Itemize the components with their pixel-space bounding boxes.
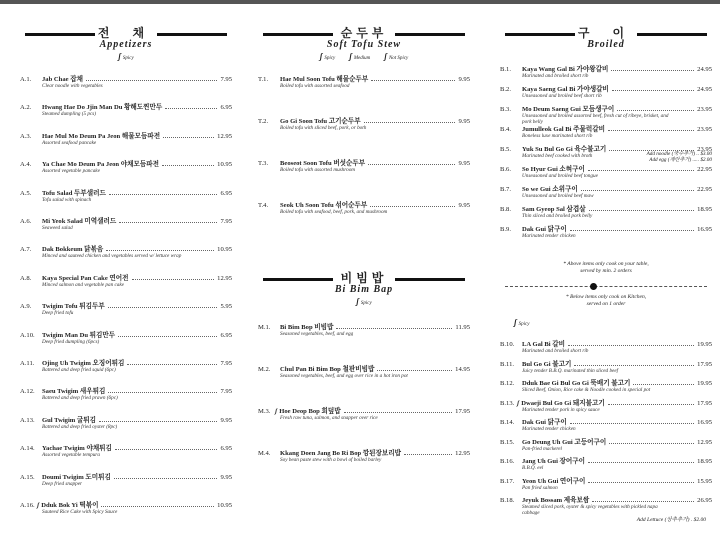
item-price: 16.95 xyxy=(697,419,712,426)
item-price: 22.95 xyxy=(697,186,712,193)
menu-item xyxy=(500,203,712,219)
leader-dots xyxy=(570,227,694,231)
leader-dots xyxy=(109,191,218,195)
item-description: Seasoned vegetables, beef, and egg over rice in a hot iron pot xyxy=(280,373,408,379)
leader-dots xyxy=(404,451,452,455)
leader-dots xyxy=(608,401,694,405)
item-name: Hwang Hae Do Jjin Man Du 황해도찐만두 xyxy=(42,104,163,112)
item-number: B.15. xyxy=(500,438,515,446)
item-description: Boneless luxe marinated short rib xyxy=(522,133,593,139)
item-price: 12.95 xyxy=(217,132,232,140)
item-price: 19.95 xyxy=(697,341,712,348)
item-price: 9.95 xyxy=(220,416,232,424)
item-number: B.11. xyxy=(500,360,515,368)
leader-dots xyxy=(115,446,218,450)
item-number: B.13. xyxy=(500,399,515,407)
item-name: Dduk Bae Gi Bul Go Gi 뚝배기 불고기 xyxy=(522,380,631,387)
leader-dots xyxy=(611,67,694,71)
item-number: B.7. xyxy=(500,186,511,193)
item-description: Boiled tofu with sliced beef, pork, or both xyxy=(280,125,367,131)
item-description: Minced and sauteed chicken and vegetables served w/ lettuce wrap xyxy=(42,253,182,260)
leader-dots xyxy=(589,207,695,211)
leader-dots xyxy=(570,420,694,424)
section-title: Broiled xyxy=(587,39,625,50)
item-price: 12.95 xyxy=(697,438,712,446)
item-number: T.1. xyxy=(258,76,269,83)
item-description: Marinated tender chicken xyxy=(522,233,576,239)
item-name: Dwaeji Bul Go Gi 돼지불고기 xyxy=(521,399,605,407)
item-price: 23.95 xyxy=(697,106,712,113)
chili-icon: ʃ xyxy=(514,318,517,327)
item-name: Go Deung Uh Gui 고등어구이 xyxy=(522,438,607,446)
item-number: M.1. xyxy=(258,324,271,331)
item-number: B.9. xyxy=(500,226,511,233)
item-price: 17.95 xyxy=(697,399,712,407)
chili-icon: ʃ xyxy=(349,52,352,61)
menu-item xyxy=(500,377,712,393)
section-title-korean: 비빔밥 xyxy=(340,271,388,285)
item-description: Unseasoned and broiled beef maw xyxy=(522,193,594,199)
item-number: B.5. xyxy=(500,146,511,153)
item-number: M.3. xyxy=(258,408,271,415)
item-name: Seok Uh Soon Tofu 섞어순두부 xyxy=(280,202,368,209)
item-number: A.11. xyxy=(20,360,35,367)
menu-item xyxy=(500,163,712,179)
add-on: Add egg (계란추가) ..... $2.00 xyxy=(649,157,712,163)
menu-item xyxy=(20,73,232,89)
item-name: Dduk Bok Yi 떡볶이 xyxy=(41,502,99,509)
item-number: A.1. xyxy=(20,76,32,83)
menu-item xyxy=(500,494,712,516)
leader-dots xyxy=(588,479,694,483)
leader-dots xyxy=(162,162,214,166)
item-number: B.16. xyxy=(500,458,515,465)
chili-icon: ʃ xyxy=(356,297,359,306)
item-number: B.4. xyxy=(500,126,511,133)
menu-item xyxy=(20,272,232,288)
item-description: Steamed dumpling (5 pcs) xyxy=(42,111,97,118)
item-number: B.3. xyxy=(500,106,511,113)
leader-dots xyxy=(581,187,694,191)
section-title-korean: 구 이 xyxy=(577,26,635,40)
menu-item xyxy=(500,103,712,125)
item-description: Pan fried salmon xyxy=(522,484,558,491)
leader-dots xyxy=(574,362,694,366)
appetizers-header xyxy=(20,24,232,64)
item-name: Go Gi Soon Tofu 고기순두부 xyxy=(280,118,361,125)
leader-dots xyxy=(99,418,217,422)
spicy-legend: ʃ Spicy xyxy=(514,318,530,327)
menu-item xyxy=(258,363,470,379)
menu-item xyxy=(20,357,232,373)
menu-item xyxy=(20,101,232,117)
leader-dots xyxy=(364,119,456,123)
item-price: 17.95 xyxy=(455,408,470,415)
menu-item xyxy=(20,414,232,430)
item-description: Marinated tender chicken xyxy=(522,426,576,432)
item-price: 11.95 xyxy=(455,324,470,331)
menu-item xyxy=(258,199,470,215)
item-number: M.2. xyxy=(258,366,271,373)
item-price: 12.95 xyxy=(217,274,232,282)
item-price: 7.95 xyxy=(220,76,232,83)
item-number: B.12. xyxy=(500,380,515,387)
item-description: Assorted seafood pancake xyxy=(42,139,97,146)
item-description: Boiled tofu with assorted mushroom xyxy=(280,167,356,173)
item-price: 9.95 xyxy=(458,118,470,125)
item-number: B.8. xyxy=(500,206,511,213)
add-on: Add noodle (국수추가) .. $3.00 xyxy=(646,151,712,157)
tofu-header xyxy=(258,24,470,64)
item-price: 23.95 xyxy=(697,126,712,133)
item-description: Sliced Beef, Onion, Rice cake & Noodle cooked in special pot xyxy=(522,387,651,393)
item-name: Saeu Twigim 새우튀김 xyxy=(42,388,106,396)
item-name: Mi Yeok Salad 미역샐러드 xyxy=(42,218,117,225)
leader-dots xyxy=(609,440,694,444)
item-number: B.14. xyxy=(500,419,515,426)
item-name: Yeon Uh Gui 연어구이 xyxy=(522,477,586,485)
menu-item xyxy=(258,157,470,173)
item-price: 6.95 xyxy=(220,331,232,339)
item-description: Assorted vegetable pancake xyxy=(42,168,100,175)
item-name: LA Gal Bi 갈비 xyxy=(522,341,565,348)
item-number: T.3. xyxy=(258,160,269,167)
item-number: A.12. xyxy=(20,388,35,396)
item-description: Boiled tofu with assorted seafood xyxy=(280,83,350,89)
item-price: 9.95 xyxy=(458,76,470,83)
leader-dots xyxy=(132,276,215,280)
bibimbap-header xyxy=(258,269,470,309)
item-description: Thin sliced and broiled pork belly xyxy=(522,213,593,219)
item-number: B.18. xyxy=(500,497,515,504)
item-price: 6.95 xyxy=(220,104,232,112)
leader-dots xyxy=(106,247,214,251)
note-below: * Below items only cook on Kitchen, served on 1 order xyxy=(565,294,647,307)
menu-item xyxy=(20,215,232,231)
item-price: 10.95 xyxy=(217,502,232,509)
item-name: Kkang Doen Jang Bo Ri Bop 깡된장보리밥 xyxy=(280,450,402,457)
item-price: 16.95 xyxy=(697,226,712,233)
item-name: Ojing Uh Twigim 오징어튀김 xyxy=(42,360,125,367)
item-name: Hae Mul Mo Deum Pa Jeon 해물모듬파전 xyxy=(42,132,161,140)
chili-icon: ʃ xyxy=(37,502,40,509)
item-name: Yuk Su Bul Go Gi 육수불고기 xyxy=(522,146,607,153)
item-description: Battered and deep fried squid (6pc) xyxy=(42,367,116,373)
item-price: 15.95 xyxy=(697,477,712,485)
item-price: 26.95 xyxy=(697,497,712,504)
item-price: 19.95 xyxy=(697,380,712,387)
menu-item xyxy=(500,358,712,374)
item-number: M.4. xyxy=(258,450,271,457)
spicy-legend: ʃ Spicy xyxy=(118,52,134,61)
item-name: Yachae Twigim 야채튀김 xyxy=(42,445,112,453)
leader-dots xyxy=(165,105,217,109)
menu-item xyxy=(500,143,712,163)
item-name: Hae Mul Soon Tofu 해물순두부 xyxy=(280,76,369,83)
item-description: Marinated and broiled short rib xyxy=(522,348,589,354)
leader-dots xyxy=(108,389,217,393)
section-title-korean: 순두부 xyxy=(340,26,388,40)
item-description: B.B.Q. eel xyxy=(522,465,544,471)
leader-dots xyxy=(127,361,217,365)
item-description: Seaweed salad xyxy=(42,225,73,231)
item-number: A.13. xyxy=(20,416,35,424)
item-name: Beoseot Soon Tofu 버섯순두부 xyxy=(280,160,366,167)
leader-dots xyxy=(608,127,694,131)
leader-dots xyxy=(368,161,455,165)
item-name: Gul Twigim 굴튀김 xyxy=(42,416,97,424)
item-name: Doumi Twigim 도미튀김 xyxy=(42,473,111,481)
item-price: 10.95 xyxy=(217,161,232,169)
item-number: A.8. xyxy=(20,274,32,282)
section-title: Appetizers xyxy=(99,39,153,50)
leader-dots xyxy=(108,304,218,308)
leader-dots xyxy=(568,342,694,346)
item-name: Dak Gui 닭구이 xyxy=(522,419,567,426)
item-name: Ya Chae Mo Deum Pa Jeon 야채모듬파전 xyxy=(42,161,159,169)
menu-item xyxy=(20,442,232,458)
item-description: Battered and deep fried oyster (8pc) xyxy=(42,423,118,430)
leader-dots xyxy=(101,503,214,507)
item-number: A.2. xyxy=(20,104,32,112)
item-description: Unseasoned and broiled beef tongue xyxy=(522,173,598,179)
leader-dots xyxy=(377,367,452,371)
menu-item xyxy=(258,447,470,463)
menu-item xyxy=(20,130,232,146)
menu-item xyxy=(500,455,712,471)
item-name: Tofu Salad 두부샐러드 xyxy=(42,189,106,197)
chili-icon: ʃ xyxy=(384,52,387,61)
leader-dots xyxy=(86,77,218,81)
leader-dots xyxy=(119,219,217,223)
item-description: Unseasoned and broiled beef short rib xyxy=(522,93,602,99)
leader-dots xyxy=(588,459,694,463)
item-number: B.1. xyxy=(500,66,511,73)
menu-item xyxy=(500,83,712,99)
item-description: Marinated and broiled short rib xyxy=(522,73,589,79)
item-price: 17.95 xyxy=(697,360,712,368)
menu-item xyxy=(20,385,232,401)
leader-dots xyxy=(118,333,217,337)
item-name: Jeyuk Bossam 제육보쌈 xyxy=(522,497,590,504)
menu-item xyxy=(500,475,712,491)
menu-item xyxy=(500,63,712,79)
item-number: B.6. xyxy=(500,166,511,173)
item-price: 24.95 xyxy=(697,86,712,93)
chili-icon: ʃ xyxy=(118,52,121,61)
menu-item xyxy=(258,405,470,421)
item-number: B.2. xyxy=(500,86,511,93)
item-description: Minced salmon and vegetable pan cake xyxy=(42,281,124,288)
item-name: Kaya Special Pan Cake 연어전 xyxy=(42,274,129,282)
item-name: So we Gui 소위구이 xyxy=(522,186,578,193)
item-description: Tofu salad with spinach xyxy=(42,196,92,203)
item-number: A.7. xyxy=(20,246,32,254)
menu-item xyxy=(500,183,712,199)
item-name: Bi Bim Bop 비빔밥 xyxy=(280,324,334,331)
item-description: Fresh raw tuna, salmon, and snapper over rice xyxy=(280,415,378,421)
chili-icon: ʃ xyxy=(319,52,323,61)
item-price: 5.95 xyxy=(220,303,232,311)
spicy-legend: ʃ Spicy xyxy=(356,297,372,306)
item-name: Bul Go Gi 불고기 xyxy=(522,360,572,368)
item-price: 9.95 xyxy=(458,202,470,209)
item-description: Juicy tender B.B.Q. marinated thin sliced beef xyxy=(522,367,619,374)
item-number: A.9. xyxy=(20,303,32,311)
item-price: 10.95 xyxy=(217,246,232,254)
leader-dots xyxy=(336,325,452,329)
item-price: 7.95 xyxy=(220,218,232,225)
section-title: Soft Tofu Stew xyxy=(326,39,402,50)
item-number: A.16. xyxy=(20,502,35,509)
item-price: 23.95 xyxy=(697,146,712,153)
item-name: Kaya Wang Gal Bi 가야왕갈비 xyxy=(522,66,609,73)
leader-dots xyxy=(371,77,455,81)
item-price: 18.95 xyxy=(697,206,712,213)
item-name: Jang Uh Gui 장어구이 xyxy=(522,458,586,465)
leader-dots xyxy=(163,134,214,138)
menu-item xyxy=(258,321,470,337)
item-name: Sam Gyeop Sal 삼겹살 xyxy=(522,206,586,213)
bullet-icon xyxy=(590,283,597,290)
item-price: 24.95 xyxy=(697,66,712,73)
item-number: B.10. xyxy=(500,341,515,348)
item-price: 14.95 xyxy=(455,366,470,373)
menu-item xyxy=(20,187,232,203)
item-price: 9.95 xyxy=(220,473,232,481)
item-price: 18.95 xyxy=(697,458,712,465)
item-description: Sauteed Rice Cake with Spicy Sauce xyxy=(42,509,118,515)
item-price: 22.95 xyxy=(697,166,712,173)
item-number: T.2. xyxy=(258,118,269,125)
item-description: Deep fried snapper xyxy=(42,480,83,487)
section-title-korean: 전 채 xyxy=(97,26,155,40)
item-description: Battered and deep fried prawn (6pc) xyxy=(42,395,118,402)
item-name: Hoe Deop Bop 회덮밥 xyxy=(279,408,341,415)
item-price: 7.95 xyxy=(220,388,232,396)
item-number: A.3. xyxy=(20,132,32,140)
menu-item xyxy=(258,73,470,89)
item-description: Clear noodle with vegetables xyxy=(42,83,103,89)
item-number: A.15. xyxy=(20,473,35,481)
menu-item xyxy=(500,436,712,452)
menu-item xyxy=(500,416,712,432)
dotted-divider xyxy=(505,286,707,287)
item-description: Steamed sliced pork, oyster & spicy vegetables with pickled napa cabbage xyxy=(522,504,658,516)
leader-dots xyxy=(617,107,694,111)
item-price: 6.95 xyxy=(220,189,232,197)
item-price: 12.95 xyxy=(455,450,470,457)
note-above: * Above items only cook on your table, served by min. 2 orders xyxy=(563,261,649,274)
item-description: Deep fried dumpling (6pcs) xyxy=(42,338,100,345)
top-border xyxy=(0,0,720,4)
leader-dots xyxy=(592,498,694,502)
leader-dots xyxy=(344,409,453,413)
chili-icon: ʃ xyxy=(275,408,278,415)
chili-icon: ʃ xyxy=(517,399,520,407)
item-description: Marinated tender pork in spicy sauce xyxy=(522,406,600,413)
item-description: Soy bean paste stew with a bowl of boiled barley xyxy=(280,457,382,463)
menu-item xyxy=(20,243,232,259)
menu-item xyxy=(20,471,232,487)
item-price: 9.95 xyxy=(458,160,470,167)
item-name: Mo Deum Saeng Gui 모듬생구이 xyxy=(522,106,615,113)
menu-item xyxy=(20,300,232,316)
item-description: Pan-fried mackerel xyxy=(522,445,562,452)
menu-item xyxy=(500,338,712,354)
item-description: Marinated beef cooked with broth xyxy=(522,153,593,159)
leader-dots xyxy=(612,87,694,91)
menu-item xyxy=(500,223,712,239)
item-description: Deep fried tofu xyxy=(42,310,74,317)
item-price: 6.95 xyxy=(220,445,232,453)
leader-dots xyxy=(633,381,694,385)
menu-item xyxy=(500,397,712,413)
item-name: Dak Gui 닭구이 xyxy=(522,226,567,233)
item-price: 7.95 xyxy=(220,360,232,367)
item-name: So Hyur Gui 소혀구이 xyxy=(522,166,585,173)
leader-dots xyxy=(114,475,218,479)
leader-dots xyxy=(370,203,455,207)
item-name: Jumulleok Gal Bi 주물럭갈비 xyxy=(522,126,605,133)
item-description: Seasoned vegetables, beef, and egg xyxy=(280,331,354,337)
item-name: Twigim Tofu 튀김두부 xyxy=(42,303,105,311)
item-number: A.14. xyxy=(20,445,35,453)
menu-item xyxy=(20,158,232,174)
item-number: A.4. xyxy=(20,161,32,169)
menu-item xyxy=(20,499,232,515)
item-description: Boiled tofu with seafood, beef, pork, and mushroom xyxy=(280,209,388,215)
leader-dots xyxy=(588,167,694,171)
broiled-header xyxy=(500,24,712,64)
item-name: Dak Bokkeum 닭볶음 xyxy=(42,246,104,254)
item-name: Twigim Man Du 튀김만두 xyxy=(42,331,116,339)
item-description: Assorted vegetable tempura xyxy=(42,452,100,459)
item-name: Chul Pan Bi Bim Bop 철판비빔밥 xyxy=(280,366,375,373)
section-title: Bi Bim Bap xyxy=(334,284,394,295)
item-number: A.6. xyxy=(20,218,32,225)
menu-item xyxy=(20,329,232,345)
item-number: A.5. xyxy=(20,189,32,197)
item-number: T.4. xyxy=(258,202,269,209)
item-name: Kaya Saeng Gal Bi 가야생갈비 xyxy=(522,86,609,93)
menu-item xyxy=(500,123,712,139)
menu-item xyxy=(258,115,470,131)
item-description: Unseasoned and broiled assorted beef, fresh cut of ribeye, brisket, and pork belly xyxy=(522,113,669,125)
item-name: Jab Chae 잡채 xyxy=(42,76,83,83)
spicy-legend: ʃ Spicy ʃ Medium ʃ Not Spicy xyxy=(319,52,409,61)
add-lettuce: Add Lettuce (상추추가) . $2.00 xyxy=(636,517,706,523)
item-number: B.17. xyxy=(500,477,515,485)
item-number: A.10. xyxy=(20,331,35,339)
